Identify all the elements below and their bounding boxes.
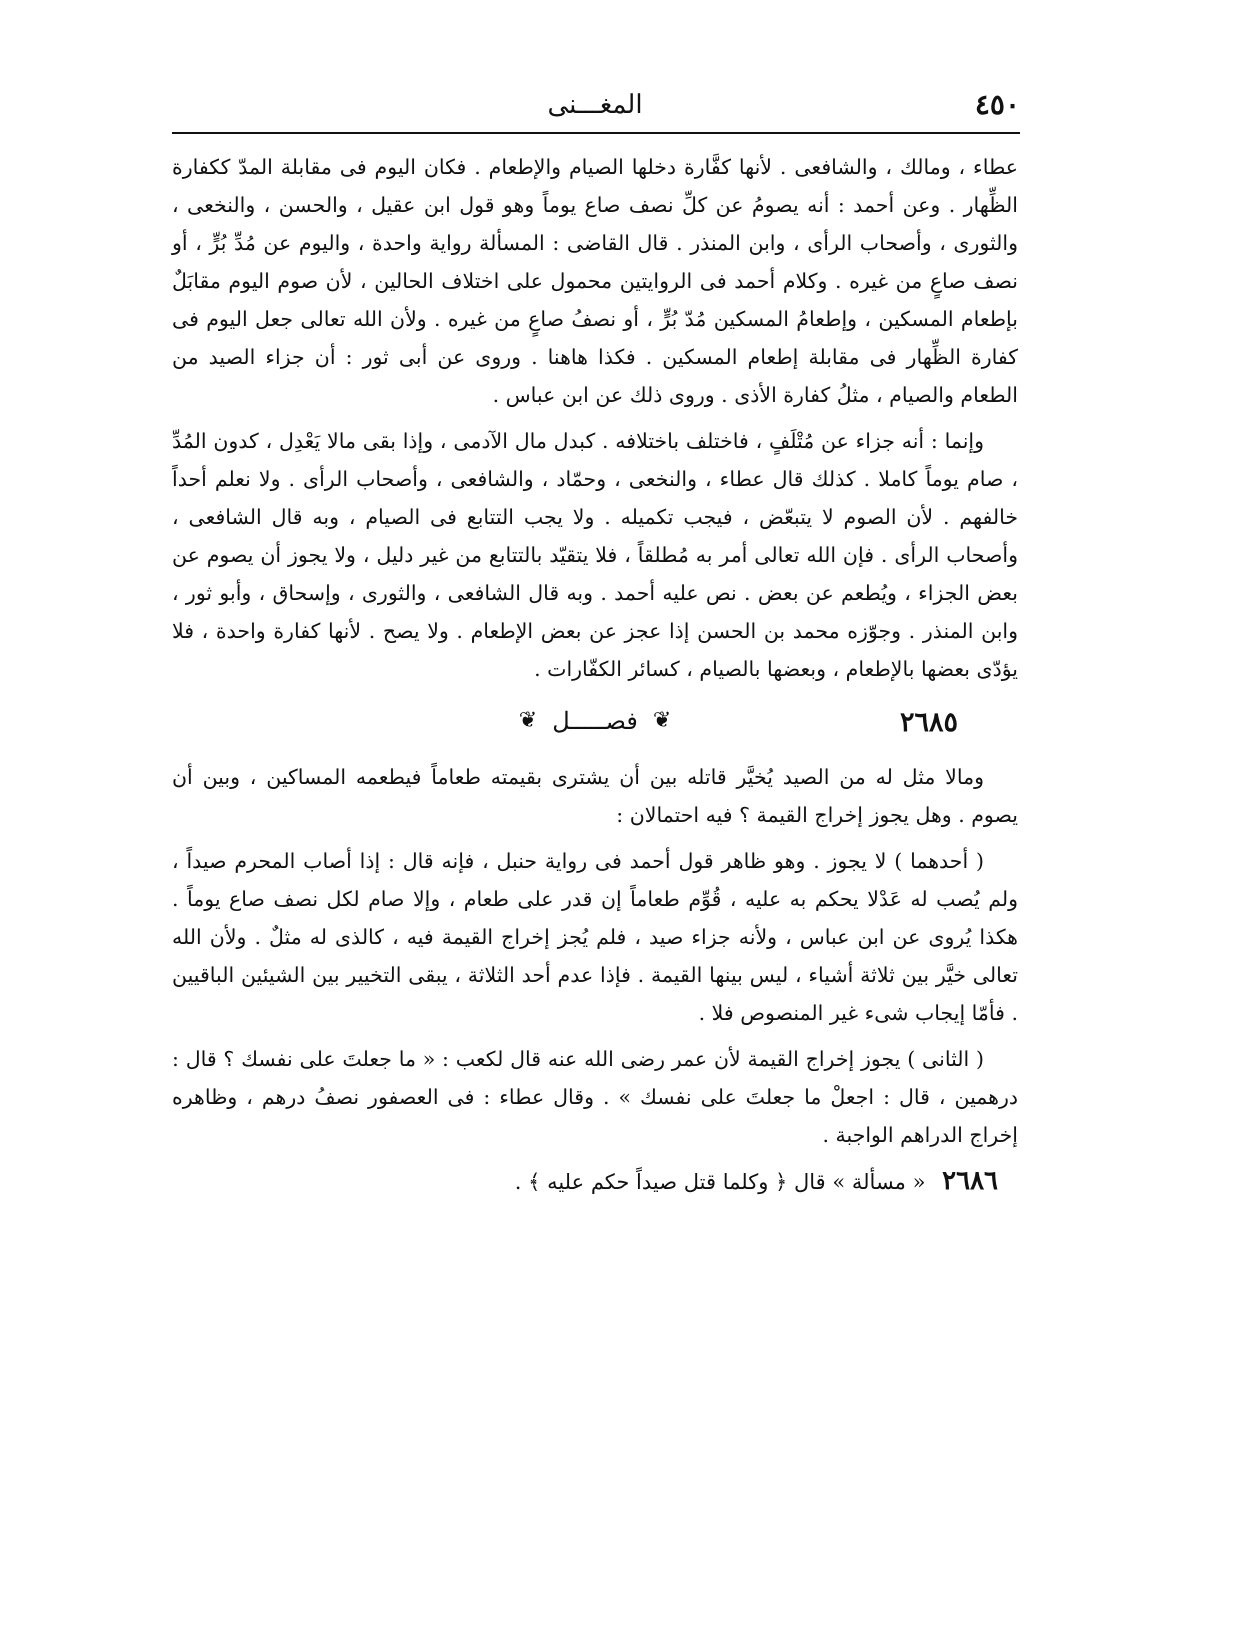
ornament-icon: ❦ xyxy=(518,708,538,733)
masala-text: « مسألة » قال ﴿ وكلما قتل صيداً حكم عليه ﴾ . xyxy=(514,1170,926,1194)
header-divider xyxy=(172,132,1020,134)
running-title: المغـــنى xyxy=(547,90,643,120)
section-number: ٢٦٨٥ xyxy=(899,707,958,738)
paragraph: ( أحدهما ) لا يجوز . وهو ظاهر قول أحمد فى رواية حنبل ، فإنه قال : إذا أصاب المحرم صيداً ، ولم يُصب له عَدْلا يحكم به عليه ، قُوِّم طعاماً إن قدر على طعام ، وإلا صام لكل نصف صاع يوماً . هكذا يُروى عن ابن عباس ، ولأنه جزاء صيد ، فلم يُجز إخراج القيمة فيه ، كالذى له مثلٌ . ولأن الله تعالى خيَّر بين ثلاثة أشياء ، ليس بينها القيمة . فإذا عدم أحد الثلاثة ، يبقى التخيير بين الشيئين الباقيين . فأمّا إيجاب شىء غير المنصوص فلا . xyxy=(172,849,1018,1025)
section-title-wrap xyxy=(172,702,1018,740)
masala-number: ٢٦٨٦ xyxy=(942,1166,998,1196)
masala-line xyxy=(172,1162,1018,1201)
page-number: ٤٥٠ xyxy=(974,88,1020,121)
paragraph: وإنما : أنه جزاء عن مُتْلَفٍ ، فاختلف باختلافه . كبدل مال الآدمى ، وإذا بقى مالا يَعْدِل ، كدون المُدِّ ، صام يوماً كاملا . كذلك قال عطاء ، والنخعى ، وحمّاد ، والشافعى ، وأصحاب الرأى . ولا نعلم أحداً خالفهم . لأن الصوم لا يتبعّض ، فيجب تكميله . ولا يجب التتابع فى الصيام ، وبه قال الشافعى ، وأصحاب الرأى . فإن الله تعالى أمر به مُطلقاً ، فلا يتقيّد بالتتابع من غير دليل ، ولا يجوز أن يصوم عن بعض الجزاء ، ويُطعم عن بعض . نص عليه أحمد . وبه قال الشافعى ، والثورى ، وإسحاق ، وأبو ثور ، وابن المنذر . وجوّزه محمد بن الحسن إذا عجز عن بعض الإطعام . ولا يصح . لأنها كفارة واحدة ، فلا يؤدّى بعضها بالإطعام ، وبعضها بالصيام ، كسائر الكفّارات . xyxy=(172,429,1018,681)
paragraph: ( الثانى ) يجوز إخراج القيمة لأن عمر رضى الله عنه قال لكعب : « ما جعلتَ على نفسك ؟ قال : درهمين ، قال : اجعلْ ما جعلتَ على نفسك » . وقال عطاء : فى العصفور نصفُ درهم ، وظاهره إخراج الدراهم الواجبة . xyxy=(172,1047,1018,1147)
ornament-icon: ❦ xyxy=(652,708,672,733)
section-title: فصـــــل xyxy=(552,707,638,735)
page-header xyxy=(170,86,1020,126)
paragraph: ومالا مثل له من الصيد يُخيَّر قاتله بين أن يشترى بقيمته طعاماً فيطعمه المساكين ، وبين أن يصوم . وهل يجوز إخراج القيمة ؟ فيه احتمالان : xyxy=(172,765,1018,827)
section-heading xyxy=(172,702,1018,746)
paragraph: عطاء ، ومالك ، والشافعى . لأنها كفَّارة دخلها الصيام والإطعام . فكان اليوم فى مقابلة المدّ ككفارة الظِّهار . وعن أحمد : أنه يصومُ عن كلِّ نصف صاع يوماً وهو قول ابن عقيل ، والحسن ، والنخعى ، والثورى ، وأصحاب الرأى ، وابن المنذر . قال القاضى : المسألة رواية واحدة ، واليوم عن مُدِّ بُرٍّ ، أو نصف صاعٍ من غيره . وكلام أحمد فى الروايتين محمول على اختلاف الحالين ، لأن صوم اليوم مقابَلٌ بإطعام المسكين ، وإطعامُ المسكين مُدّ بُرٍّ ، أو نصفُ صاعٍ من غيره . ولأن الله تعالى جعل اليوم فى كفارة الظِّهار فى مقابلة إطعام المسكين . فكذا هاهنا . وروى عن أبى ثور : أن جزاء الصيد من الطعام والصيام ، مثلُ كفارة الأذى . وروى ذلك عن ابن عباس . xyxy=(172,155,1018,407)
body-text xyxy=(172,148,1018,1201)
